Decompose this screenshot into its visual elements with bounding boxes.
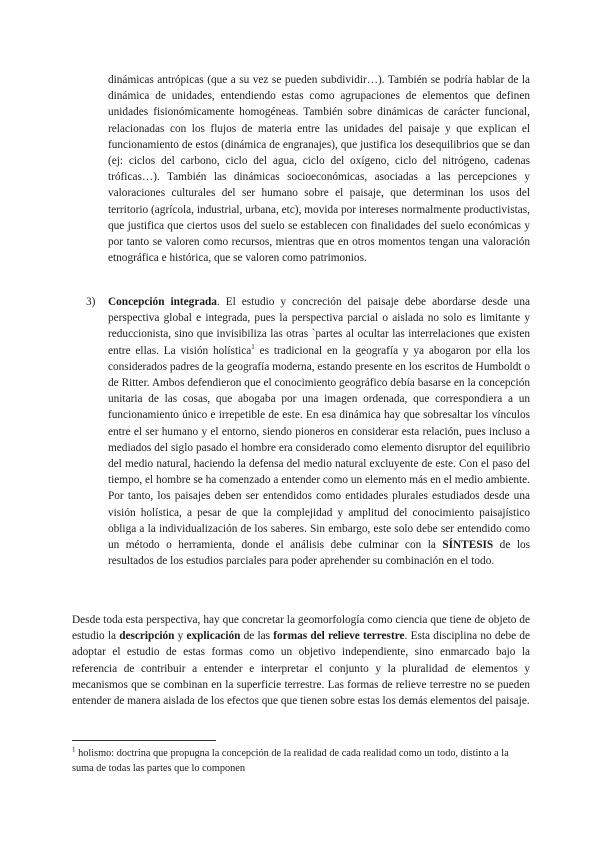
footnote-separator [72, 740, 216, 741]
body-paragraph [108, 72, 530, 266]
footnote-text: holismo: doctrina que propugna la concepción de la realidad de cada realidad como un todo, distinto a la suma de todas las partes que lo componen [72, 748, 509, 774]
body-paragraph-conclusion [72, 612, 530, 709]
footnote-marker: 1 [72, 745, 76, 754]
list-item-text: de los resultados de los estudios parciales para poder aprehender su combinación en el todo. [108, 539, 531, 568]
paragraph-text: dinámicas antrópicas (que a su vez se pueden subdividir…). También se podría hablar de la dinámica de unidades, entendiendo estas como agrupaciones de elementos que definen unidades fisionómicamente homogéneas. También sobre dinámicas de carácter funcional, relacionadas con los flujos de materia entre las unidades del paisaje y que explican el funcionamiento de estos (dinámica de engranajes), que justifica los desequilibrios que se dan (ej: ciclos del carbono, ciclo del agua, ciclo del oxígeno, ciclo del nitrógeno, cadenas tróficas…). También las dinámicas socioeconómicas, asociadas a las percepciones y valoraciones culturales del ser humano sobre el paisaje, que determinan los usos del territorio (agrícola, industrial, urbana, etc), movida por intereses normalmente productivistas, que justifica que ciertos usos del suelo se establecen con finalidades del suelo económicas y por tanto se valoren como recursos, mientras que en otros momentos tengan una valoración etnográfica e histórica, que se valoren como patrimonios. [108, 74, 530, 265]
emphasis-descripcion: descripción [119, 630, 175, 643]
footnote-reference[interactable]: 1 [251, 342, 255, 351]
paragraph-text: de las [240, 630, 274, 643]
paragraph-text: y [174, 630, 187, 643]
list-item-heading: Concepción integrada [108, 296, 217, 308]
emphasis-explicacion: explicación [186, 630, 241, 643]
list-item-number: 3) [86, 296, 96, 308]
list-item-text: es tradicional en la geografía y ya abogaron por ella los considerados padres de la geografía moderna, estando presente en los escritos de Humboldt o de Ritter. Ambos defendieron que el conocimiento geográfico debía basarse en la concepción unitaria de las cosas, que abogaba por una imagen ordenada, que correspondiera a un funcionamiento único e irrepetible de este. En esa dinámica hay que sobresaltar los vínculos entre el ser humano y el entorno, siendo pioneros en considerar esta relación, pues incluso a mediados del siglo pasado el hombre era considerado como elemento disruptor del equilibrio del medio natural, haciendo la defensa del medio natural excluyente de este. Con el paso del tiempo, el hombre se ha comenzado a entender como un elemento más en el medio ambiente. Por tanto, los paisajes deben ser entendidos como entidades plurales estudiados desde una visión holística, a pesar de que la complejidad y amplitud del conocimiento paisajístico obliga a la individualización de los saberes. Sin embargo, este solo debe ser entendido como un método o herramienta, donde el análisis debe culminar con la [108, 344, 530, 552]
list-item-concepcion-integrada [108, 294, 530, 569]
paragraph-text: . Esta disciplina no debe de adoptar el estudio de estas formas como un objetivo independiente, sino enmarcado bajo la referencia de contribuir a entender e interpretar el conjunto y la pluralidad de elementos y mecanismos que se combinan en la superficie terrestre. Las formas de relieve terrestre no se pueden entender de manera aislada de los efectos que que tienen sobre estas los demás elementos del paisaje. [72, 630, 531, 708]
paragraph-text: Desde toda esta perspectiva, hay que concretar la geomorfología como ciencia que tiene de objeto de estudio la [72, 614, 530, 643]
emphasis-formas-relieve: formas del relieve terrestre [273, 630, 405, 643]
emphasis-sintesis: SÍNTESIS [442, 539, 494, 552]
list-item-text: . El estudio y concreción del paisaje debe abordarse desde una perspectiva global e integrada, pues la perspectiva parcial o aislada no solo es limitante y reduccionista, sino que invisibiliza las otras `partes al ocultar las interrelaciones que existen entre ellas. La visión holística [108, 296, 530, 357]
footnote [72, 746, 530, 776]
